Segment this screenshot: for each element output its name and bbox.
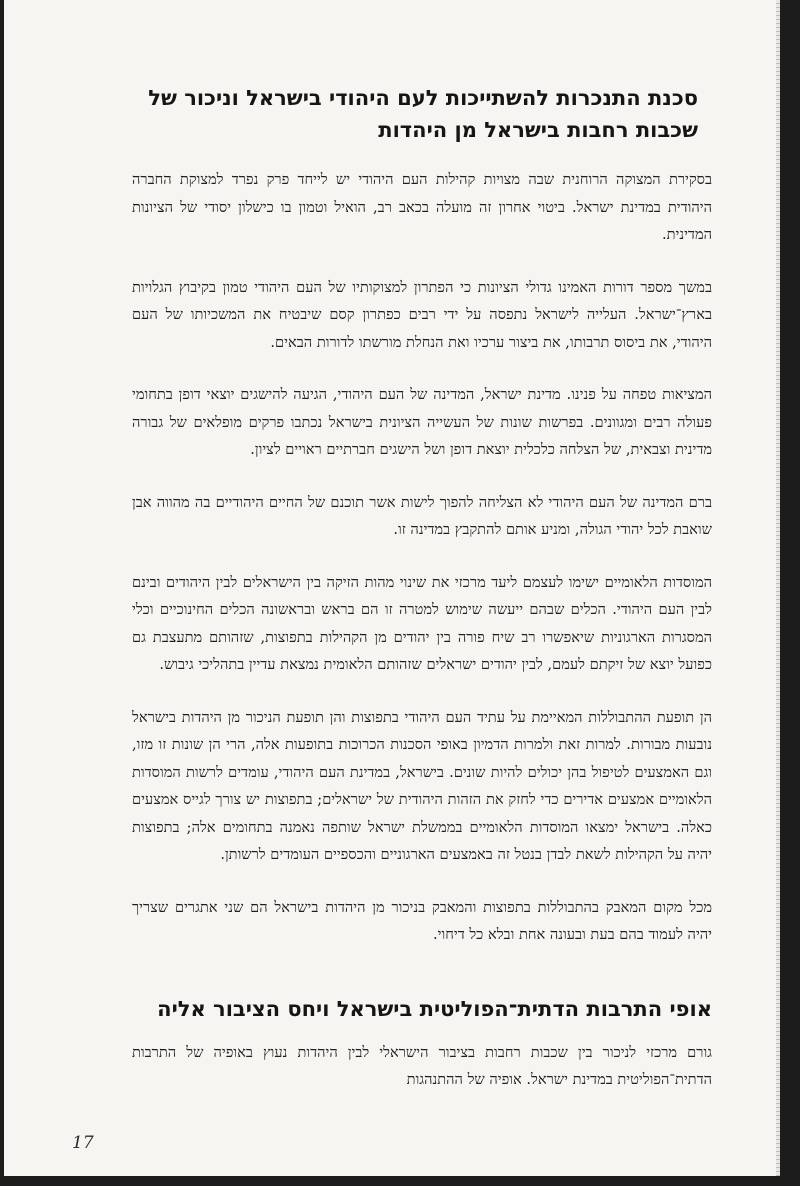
page-content [132,82,712,1119]
document-page [4,0,776,1176]
paragraph-1: בסקירת המצוקה הרוחנית שבה מצויות קהילות העם היהודי יש לייחד פרק נפרד למצוקת החברה היהודית במדינת ישראל. ביטוי אחרון זה מועלה בכאב רב, הואיל וטמון בו כישלון יסודי של הציונות המדינית. [132,171,712,243]
paragraph-2: במשך מספר דורות האמינו גדולי הציונות כי הפתרון למצוקותיו של העם היהודי טמון בקיבוץ הגלויות בארץ־ישראל. העלייה לישראל נתפסה על ידי רבים כפתרון קסם שיבטיח את המשכיותו של העם היהודי, את ביסוס תרבותו, את ביצור ערכיו ואת הנחלת מורשתו לדורות הבאים. [132,278,712,351]
section-paragraph: גורם מרכזי לניכור בין שכבות רחבות בציבור הישראלי לבין היהדות נעוץ באופיה של התרבות הדתית־הפוליטית במדינת ישראל. אופיה של ההתנהגות [132,1043,712,1088]
paragraph-4: ברם המדינה של העם היהודי לא הצליחה להפוך לישות אשר תוכנם של החיים היהודיים בה מהווה אבן שואבת לכל יהודי הגולה, ומניע אותם להתקבץ במדינה זו. [132,493,712,538]
chapter-title: סכנת התנכרות להשתייכות לעם היהודי בישראל וניכור של שכבות רחבות בישראל מן היהדות [148,86,698,142]
paragraph-3: המציאות טפחה על פנינו. מדינת ישראל, המדינה של העם היהודי, הגיעה להישגים יוצאי דופן בתחומי פעולה רבים ומגוונים. בפרשות שונות של העשייה הציונית בישראל נכתבו פרקים מופלאים של גבורה מדינית וצבאית, של הצלחה כלכלית יוצאת דופן ושל הישגים חברתיים ראויים לציון. [132,386,712,458]
section-heading: אופי התרבות הדתית־הפוליטית בישראל ויחס הציבור אליה [157,996,712,1021]
paragraph-7: מכל מקום המאבק בהתבוללות בתפוצות והמאבק בניכור מן היהדות בישראל הם שני אתגרים שצריך יהיה לעמוד בהם בעת ובעונה אחת ובלא כל דיחוי. [132,898,712,943]
paragraph-6: הן תופעת ההתבוללות המאיימת על עתיד העם היהודי בתפוצות והן תופעת הניכור מן היהדות בישראל נובעות מבורות. למרות זאת ולמרות הדמיון באופי הסכנות הכרוכות בתופעות אלה, הרי הן שונות זו מזו, וגם האמצעים לטיפול בהן יכולים להיות שונים. בישראל, במדינת העם היהודי, עומדים לרשות המוסדות הלאומיים אמצעים אדירים כדי לחזק את הזהות היהודית של ישראלים; בתפוצות יש צורך לגייס אמצעים כאלה. בישראל ימצאו המוסדות הלאומיים בממשלת ישראל שותפה נאמנה בתחומים אלה; בתפוצות יהיה על הקהילות לשאת לבדן בנטל זה באמצעים הארגוניים והכספיים העומדים לרשותן. [132,708,712,863]
page-number: 17 [72,1133,94,1153]
paragraph-5: המוסדות הלאומיים ישימו לעצמם ליעד מרכזי את שינוי מהות הזיקה בין הישראלים לבין היהודים ובינם לבין העם היהודי. הכלים שבהם ייעשה שימוש למטרה זו הם בראש ובראשונה הכלים החינוכיים וכלי המסגרות הארגוניות שיאפשרו רב שיח פורה בין יהודים מן הקהילות בתפוצות, שזהותם מתעצבת גם כפועל יוצא של זיקתם לעמם, לבין יהודים ישראלים שזהותם הלאומית נמצאת עדיין בתהליכי גיבוש. [132,573,712,673]
